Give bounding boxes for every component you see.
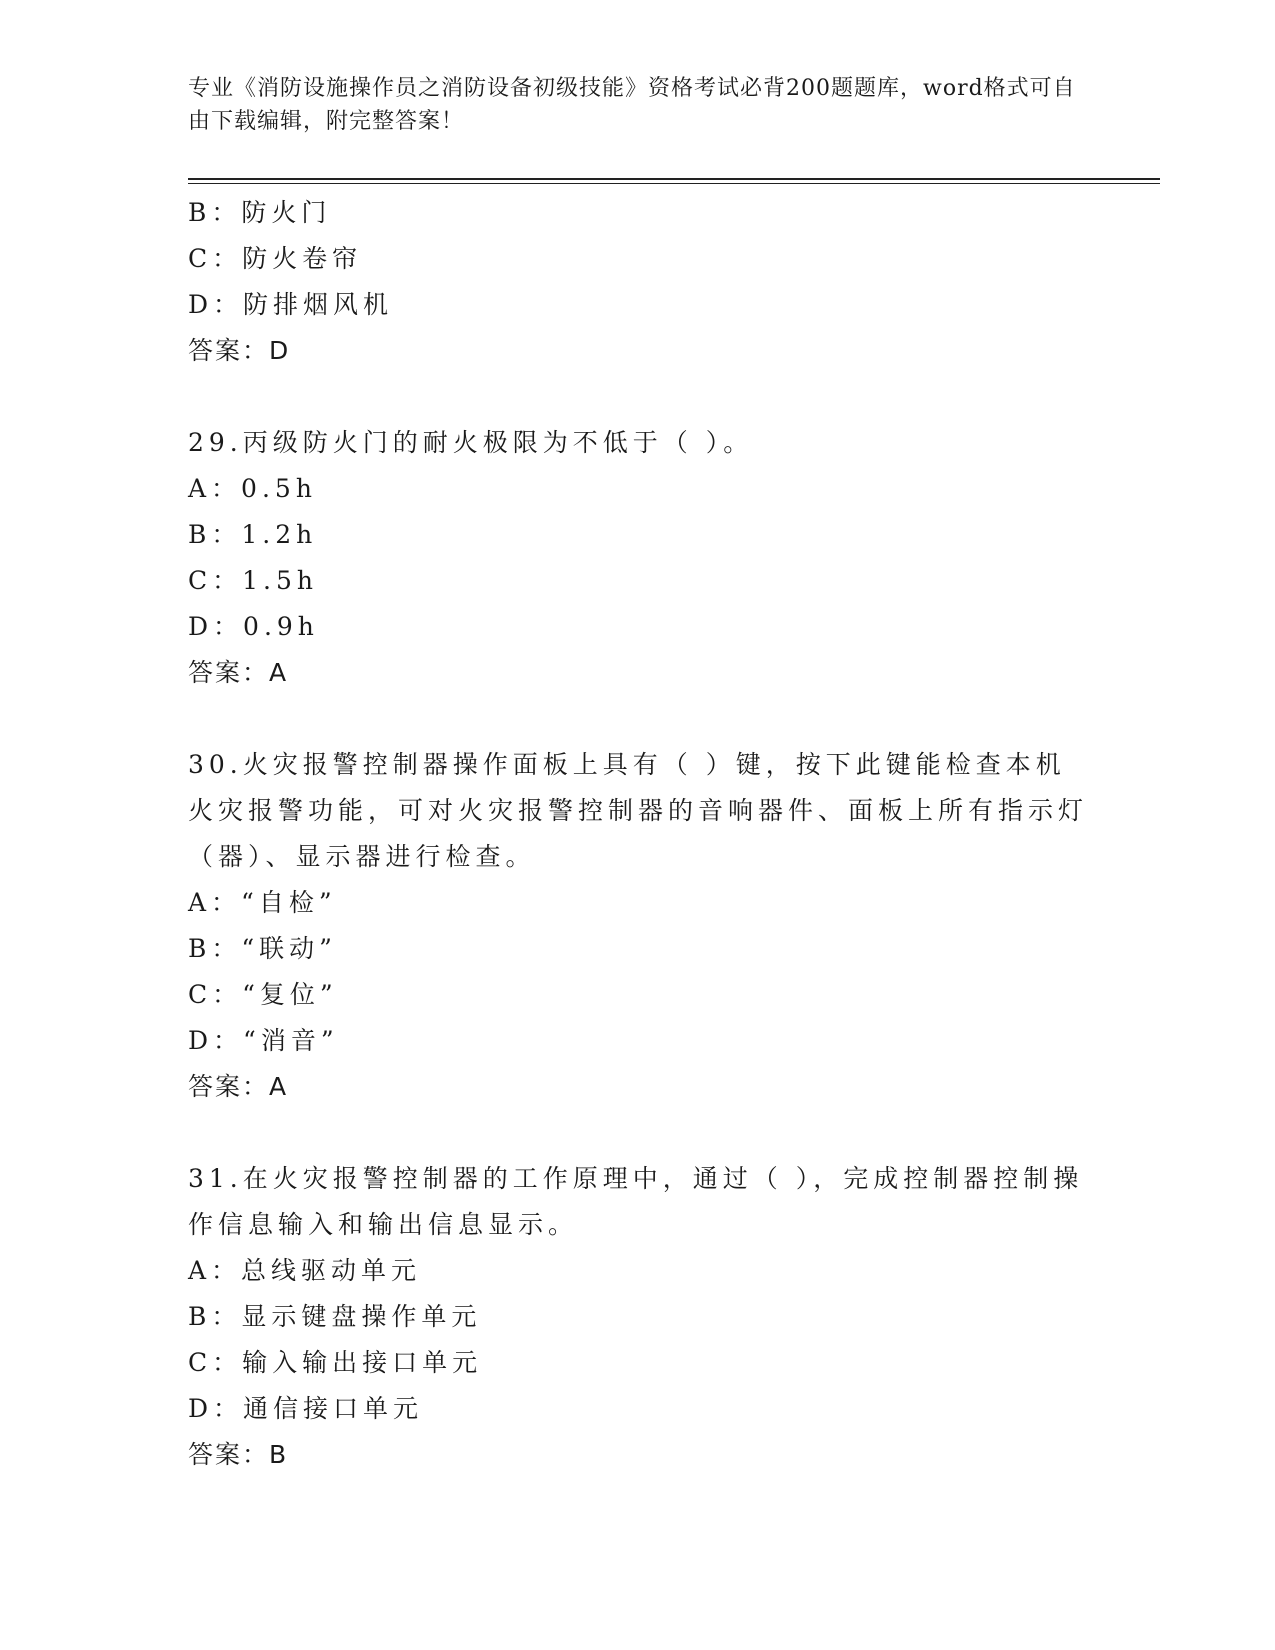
question-31 xyxy=(188,1156,1088,1478)
question-stem: 31.在火灾报警控制器的工作原理中，通过（ ），完成控制器控制操作信息输入和输出信息显示。 xyxy=(188,1164,1084,1239)
option-d: D：通信接口单元 xyxy=(188,1394,424,1423)
question-stem: 29.丙级防火门的耐火极限为不低于（ ）。 xyxy=(188,428,754,457)
document-title: 专业《消防设施操作员之消防设备初级技能》资格考试必背200题题库，word格式可自由下载编辑，附完整答案！ xyxy=(188,76,1076,134)
question-stem: 30.火灾报警控制器操作面板上具有（ ）键，按下此键能检查本机火灾报警功能，可对火灾报警控制器的音响器件、面板上所有指示灯（器）、显示器进行检查。 xyxy=(188,750,1089,871)
option-b: B：防火门 xyxy=(188,198,332,227)
question-29 xyxy=(188,420,1088,696)
option-c: C：输入输出接口单元 xyxy=(188,1348,483,1377)
option-b: B：1.2h xyxy=(188,520,318,549)
question-list xyxy=(188,190,1088,1478)
answer-line: 答案：A xyxy=(188,658,289,687)
option-a: A：“自检” xyxy=(188,888,337,917)
option-d: D：0.9h xyxy=(188,612,319,641)
option-c: C：1.5h xyxy=(188,566,318,595)
header-divider xyxy=(188,178,1160,184)
question-28-continued xyxy=(188,190,1088,374)
answer-line: 答案：A xyxy=(188,1072,289,1101)
option-b: B：“联动” xyxy=(188,934,337,963)
answer-line: 答案：B xyxy=(188,1440,289,1469)
question-30 xyxy=(188,742,1088,1110)
option-d: D：“消音” xyxy=(188,1026,339,1055)
option-c: C：“复位” xyxy=(188,980,338,1009)
document-header xyxy=(188,72,1088,138)
option-d: D：防排烟风机 xyxy=(188,290,394,319)
option-a: A：总线驱动单元 xyxy=(188,1256,422,1285)
option-a: A：0.5h xyxy=(188,474,317,503)
option-b: B：显示键盘操作单元 xyxy=(188,1302,482,1331)
answer-line: 答案：D xyxy=(188,336,291,365)
option-c: C：防火卷帘 xyxy=(188,244,363,273)
